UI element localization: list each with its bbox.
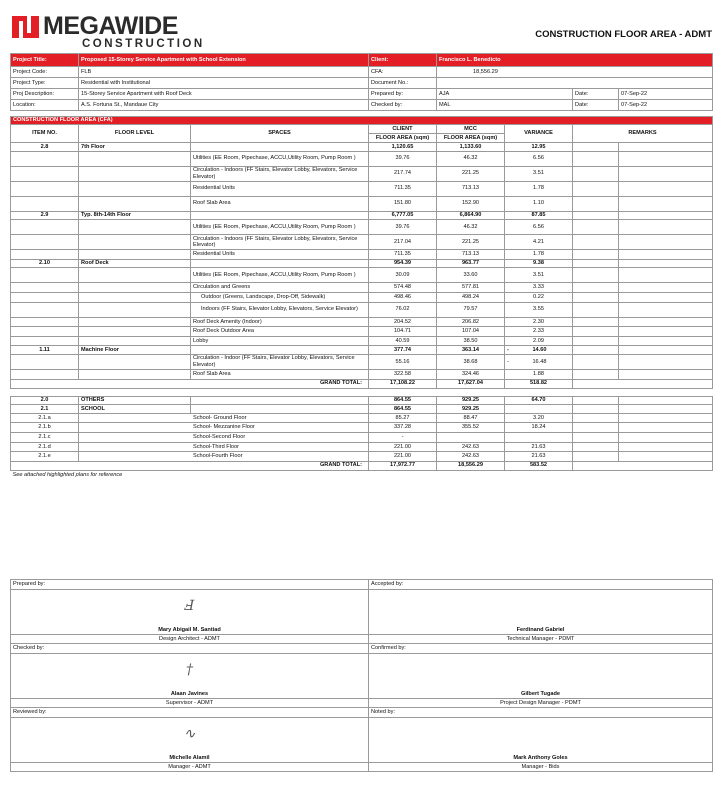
- table-row: [11, 283, 713, 293]
- item-no: 1.11: [11, 346, 79, 355]
- variance: 21.63: [505, 442, 573, 452]
- signatory-name: Mark Anthony Goles: [369, 754, 713, 763]
- mcc-area: 963.77: [437, 259, 505, 268]
- signatory-role: Supervisor - ADMT: [11, 699, 369, 708]
- client-area: 40.59: [369, 336, 437, 346]
- variance: [505, 369, 573, 379]
- megawide-logo-icon: [12, 16, 39, 38]
- checked-by-heading: Checked by:: [11, 644, 369, 654]
- header-spaces: SPACES: [191, 125, 369, 143]
- table-row: [11, 354, 713, 369]
- brand-sub: CONSTRUCTION: [82, 38, 205, 50]
- brand-name: MEGAWIDE: [43, 12, 178, 40]
- signature-area: [11, 654, 369, 690]
- variance: [505, 354, 573, 369]
- cfa-label: CFA:: [369, 67, 437, 78]
- table-row: [11, 292, 713, 302]
- grand-total-label: GRAND TOTAL:: [11, 461, 369, 470]
- client-area: 39.76: [369, 220, 437, 235]
- mcc-area: 324.46: [437, 369, 505, 379]
- table-row: [11, 302, 713, 317]
- space-name: Roof Slab Area: [191, 369, 369, 379]
- mcc-area: 242.63: [437, 452, 505, 462]
- mcc-area: 79.57: [437, 302, 505, 317]
- signatory-name: Mary Abigail M. Santiad: [11, 626, 369, 635]
- space-name: Circulation - Indoors (FF Stairs, Elevator Lobby, Elevators, Service Elevator): [191, 235, 369, 250]
- table-row: [11, 151, 713, 166]
- mcc-area: 46.32: [437, 220, 505, 235]
- noted-by-heading: Noted by:: [369, 708, 713, 718]
- variance: [505, 220, 573, 235]
- others-item-no: 2.0: [11, 396, 79, 405]
- floor-level: Roof Deck: [79, 259, 191, 268]
- variance: [505, 143, 573, 152]
- variance: [505, 302, 573, 317]
- signature-icon: †: [186, 662, 193, 678]
- reviewed-by-heading: Reviewed by:: [11, 708, 369, 718]
- client-area: 1,120.65: [369, 143, 437, 152]
- school-table-body: [11, 413, 713, 461]
- floor-group-row: [11, 259, 713, 268]
- signature-icon: ∿: [183, 726, 196, 742]
- mcc-area: 38.68: [437, 354, 505, 369]
- space-name: Residential Units: [191, 250, 369, 260]
- variance-value: 3.51: [533, 170, 544, 177]
- space-name: Utilities (EE Room, Pipechase, ACCU,Utility Room, Pump Room ): [191, 268, 369, 283]
- variance: 3.20: [505, 413, 573, 423]
- signature-area: [369, 590, 713, 626]
- signatures-table: [10, 579, 713, 772]
- signatory-name: Gilbert Tugade: [369, 690, 713, 699]
- variance: [505, 181, 573, 196]
- mcc-area: 713.13: [437, 250, 505, 260]
- table-row: [11, 442, 713, 452]
- space-name: Utilities (EE Room, Pipechase, ACCU,Utility Room, Pump Room ): [191, 151, 369, 166]
- client-area: 217.74: [369, 166, 437, 181]
- signature-area: [369, 654, 713, 690]
- mcc-area: 1,133.60: [437, 143, 505, 152]
- signature-icon: Ⅎ: [184, 598, 195, 614]
- space-name: Circulation - Indoors (FF Stairs, Elevator Lobby, Elevators, Service Elevator): [191, 166, 369, 181]
- table-row: [11, 268, 713, 283]
- prepared-date: 07-Sep-22: [619, 89, 713, 100]
- item-no: 2.10: [11, 259, 79, 268]
- variance: [505, 235, 573, 250]
- space-name: Utilities (EE Room, Pipechase, ACCU,Utility Room, Pump Room ): [191, 220, 369, 235]
- variance: 21.63: [505, 452, 573, 462]
- mcc-area: 221.25: [437, 166, 505, 181]
- prepared-by: AJA: [437, 89, 573, 100]
- variance: [505, 346, 573, 355]
- variance-value: 1.78: [533, 251, 544, 258]
- mcc-area: 242.63: [437, 442, 505, 452]
- cfa-table: [10, 116, 713, 480]
- variance: [505, 268, 573, 283]
- checked-date: 07-Sep-22: [619, 100, 713, 111]
- client-name: Francisco L. Benedicto: [437, 54, 713, 67]
- mcc-area: 88.47: [437, 413, 505, 423]
- variance: [505, 196, 573, 211]
- school-item-no: 2.1: [11, 405, 79, 414]
- signatory-role: Manager - ADMT: [11, 763, 369, 772]
- space-name: School- Mezzanine Floor: [79, 423, 369, 433]
- table-row: [11, 432, 713, 442]
- space-name: Indoors (FF Stairs, Elevator Lobby, Elevators, Service Elevator): [191, 302, 369, 317]
- table-row: [11, 235, 713, 250]
- checked-by: MAL: [437, 100, 573, 111]
- variance: [505, 292, 573, 302]
- item-no: 2.1.d: [11, 442, 79, 452]
- document-title: CONSTRUCTION FLOOR AREA - ADMT: [535, 29, 712, 40]
- table-row: [11, 336, 713, 346]
- mcc-area: 206.82: [437, 317, 505, 327]
- table-row: [11, 413, 713, 423]
- signatory-role: Manager - Bids: [369, 763, 713, 772]
- variance-value: 2.33: [533, 328, 544, 335]
- header-variance: VARIANCE: [505, 125, 573, 143]
- client-area: 711.35: [369, 250, 437, 260]
- header-remarks: REMARKS: [573, 125, 713, 143]
- variance-value: 1.78: [533, 185, 544, 192]
- school-client: 864.55: [369, 405, 437, 414]
- space-name: Circulation and Greens: [191, 283, 369, 293]
- variance: [505, 327, 573, 337]
- signatory-role: Technical Manager - PDMT: [369, 635, 713, 644]
- client-area: 151.80: [369, 196, 437, 211]
- variance-value: 3.33: [533, 284, 544, 291]
- variance: [505, 283, 573, 293]
- prepared-by-heading: Prepared by:: [11, 580, 369, 590]
- client-area: -: [369, 432, 437, 442]
- mcc-area: 46.32: [437, 151, 505, 166]
- others-mcc: 929.25: [437, 396, 505, 405]
- signatory-name: Ferdinand Gabriel: [369, 626, 713, 635]
- space-name: Roof Deck Outdoor Area: [191, 327, 369, 337]
- item-no: 2.9: [11, 211, 79, 220]
- client-area: 221.00: [369, 452, 437, 462]
- grand-total-mcc: 18,556.29: [437, 461, 505, 470]
- variance-value: 87.85: [531, 212, 546, 219]
- header-client: CLIENT: [369, 125, 437, 134]
- others-variance: 64.70: [505, 396, 573, 405]
- variance-value: 3.51: [533, 272, 544, 279]
- variance-value: 1.10: [533, 200, 544, 207]
- floor-level: 7th Floor: [79, 143, 191, 152]
- location-label: Location:: [11, 100, 79, 111]
- project-code: FLB: [79, 67, 369, 78]
- signature-area: [11, 590, 369, 626]
- prepared-by-label: Prepared by:: [369, 89, 437, 100]
- floor-group-row: [11, 346, 713, 355]
- variance: [505, 259, 573, 268]
- megawide-logo: [12, 12, 205, 52]
- section-title: CONSTRUCTION FLOOR AREA (CFA): [11, 117, 713, 125]
- table-row: [11, 369, 713, 379]
- table-row: [11, 423, 713, 433]
- mcc-area: 498.24: [437, 292, 505, 302]
- signatory-name: Michelle Alamil: [11, 754, 369, 763]
- floor-level: Machine Floor: [79, 346, 191, 355]
- mcc-area: 33.60: [437, 268, 505, 283]
- mcc-area: 577.81: [437, 283, 505, 293]
- proj-desc: 15-Storey Service Apartment with Roof Deck: [79, 89, 369, 100]
- signature-area: [11, 718, 369, 754]
- space-name: Outdoor (Greens, Landscape, Drop-Off, Sidewalk): [191, 292, 369, 302]
- mcc-area: 363.14: [437, 346, 505, 355]
- signatory-role: Project Design Manager - PDMT: [369, 699, 713, 708]
- client-area: 954.39: [369, 259, 437, 268]
- client-area: 377.74: [369, 346, 437, 355]
- cfa-table-body: [11, 143, 713, 380]
- mcc-area: 221.25: [437, 235, 505, 250]
- mcc-area: 713.13: [437, 181, 505, 196]
- variance: [505, 250, 573, 260]
- variance: 18.24: [505, 423, 573, 433]
- document-no: [437, 78, 713, 89]
- client-area: 55.16: [369, 354, 437, 369]
- variance-value: 0.22: [533, 294, 544, 301]
- item-no: 2.8: [11, 143, 79, 152]
- client-label: Client:: [369, 54, 437, 67]
- mcc-area: 6,864.90: [437, 211, 505, 220]
- header-mcc: MCC: [437, 125, 505, 134]
- grand-total-variance: 518.82: [505, 379, 573, 388]
- variance: [505, 151, 573, 166]
- client-area: 85.27: [369, 413, 437, 423]
- variance-value: 1.88: [533, 370, 544, 377]
- variance: [505, 336, 573, 346]
- variance-value: 2.09: [533, 337, 544, 344]
- date-label: Date:: [573, 89, 619, 100]
- project-type: Residential with Institutional: [79, 78, 369, 89]
- signatory-name: Alaan Javines: [11, 690, 369, 699]
- variance-value: 9.38: [533, 260, 544, 267]
- variance-value: 12.95: [531, 143, 546, 150]
- space-name: Residential Units: [191, 181, 369, 196]
- space-name: School- Ground Floor: [79, 413, 369, 423]
- table-row: [11, 452, 713, 462]
- client-area: 574.48: [369, 283, 437, 293]
- grand-total-label: GRAND TOTAL:: [11, 379, 369, 388]
- location: A.S. Fortuna St., Mandaue City: [79, 100, 369, 111]
- table-row: [11, 166, 713, 181]
- client-area: 6,777.05: [369, 211, 437, 220]
- signature-area: [369, 718, 713, 754]
- space-name: Roof Slab Area: [191, 196, 369, 211]
- variance: [505, 432, 573, 442]
- others-client: 864.55: [369, 396, 437, 405]
- space-name: School-Third Floor: [79, 442, 369, 452]
- confirmed-by-heading: Confirmed by:: [369, 644, 713, 654]
- client-area: 498.46: [369, 292, 437, 302]
- document-header: [12, 10, 712, 52]
- table-row: [11, 196, 713, 211]
- header-item-no: ITEM NO.: [11, 125, 79, 143]
- table-row: [11, 181, 713, 196]
- variance-value: 14.60: [532, 346, 547, 353]
- grand-total-client: 17,972.77: [369, 461, 437, 470]
- mcc-area: 38.50: [437, 336, 505, 346]
- variance-value: 16.48: [532, 358, 547, 365]
- space-name: School-Fourth Floor: [79, 452, 369, 462]
- signatory-role: Design Architect - ADMT: [11, 635, 369, 644]
- variance-value: 3.55: [533, 306, 544, 313]
- mcc-area: [437, 432, 505, 442]
- client-area: 39.76: [369, 151, 437, 166]
- mcc-area: 107.04: [437, 327, 505, 337]
- variance: [505, 211, 573, 220]
- client-area: 337.28: [369, 423, 437, 433]
- header-mcc-floor-area: FLOOR AREA (sqm): [437, 134, 505, 143]
- mcc-area: 152.90: [437, 196, 505, 211]
- variance-sign: -: [507, 358, 509, 365]
- client-area: 104.71: [369, 327, 437, 337]
- space-name: School-Second Floor: [79, 432, 369, 442]
- table-row: [11, 220, 713, 235]
- client-area: 221.00: [369, 442, 437, 452]
- checked-by-label: Checked by:: [369, 100, 437, 111]
- project-type-label: Project Type:: [11, 78, 79, 89]
- item-no: 2.1.b: [11, 423, 79, 433]
- variance-value: 2.30: [533, 318, 544, 325]
- accepted-by-heading: Accepted by:: [369, 580, 713, 590]
- project-title: Proposed 15-Storey Service Apartment with School Extension: [79, 54, 369, 67]
- space-name: Roof Deck Amenity (Indoor): [191, 317, 369, 327]
- date-label: Date:: [573, 100, 619, 111]
- variance-value: 6.56: [533, 223, 544, 230]
- reference-note: See attached highlighted plans for reference: [12, 472, 123, 479]
- table-row: [11, 327, 713, 337]
- proj-desc-label: Proj Description:: [11, 89, 79, 100]
- table-row: [11, 250, 713, 260]
- project-info-table: [10, 53, 713, 111]
- floor-group-row: [11, 143, 713, 152]
- space-name: Lobby: [191, 336, 369, 346]
- variance-sign: -: [507, 346, 509, 353]
- variance-value: 6.56: [533, 155, 544, 162]
- client-area: 322.58: [369, 369, 437, 379]
- school-level: SCHOOL: [79, 405, 191, 414]
- header-floor-level: FLOOR LEVEL: [79, 125, 191, 143]
- grand-total-client: 17,108.22: [369, 379, 437, 388]
- client-area: 217.04: [369, 235, 437, 250]
- school-mcc: 929.25: [437, 405, 505, 414]
- variance: [505, 317, 573, 327]
- grand-total-mcc: 17,627.04: [437, 379, 505, 388]
- item-no: 2.1.a: [11, 413, 79, 423]
- variance: [505, 166, 573, 181]
- floor-group-row: [11, 211, 713, 220]
- item-no: 2.1.e: [11, 452, 79, 462]
- mcc-area: 355.52: [437, 423, 505, 433]
- grand-total-variance: 583.52: [505, 461, 573, 470]
- client-area: 204.52: [369, 317, 437, 327]
- item-no: 2.1.c: [11, 432, 79, 442]
- others-level: OTHERS: [79, 396, 191, 405]
- table-row: [11, 317, 713, 327]
- client-area: 30.09: [369, 268, 437, 283]
- project-code-label: Project Code:: [11, 67, 79, 78]
- variance-value: 4.21: [533, 238, 544, 245]
- client-area: 711.35: [369, 181, 437, 196]
- client-area: 76.02: [369, 302, 437, 317]
- header-client-floor-area: FLOOR AREA (sqm): [369, 134, 437, 143]
- cfa-value: 18,556.29: [437, 67, 713, 78]
- space-name: Circulation - Indoor (FF Stairs, Elevator Lobby, Elevators, Service Elevator): [191, 354, 369, 369]
- document-no-label: Document No.:: [369, 78, 437, 89]
- project-title-label: Project Title:: [11, 54, 79, 67]
- floor-level: Typ. 8th-14th Floor: [79, 211, 191, 220]
